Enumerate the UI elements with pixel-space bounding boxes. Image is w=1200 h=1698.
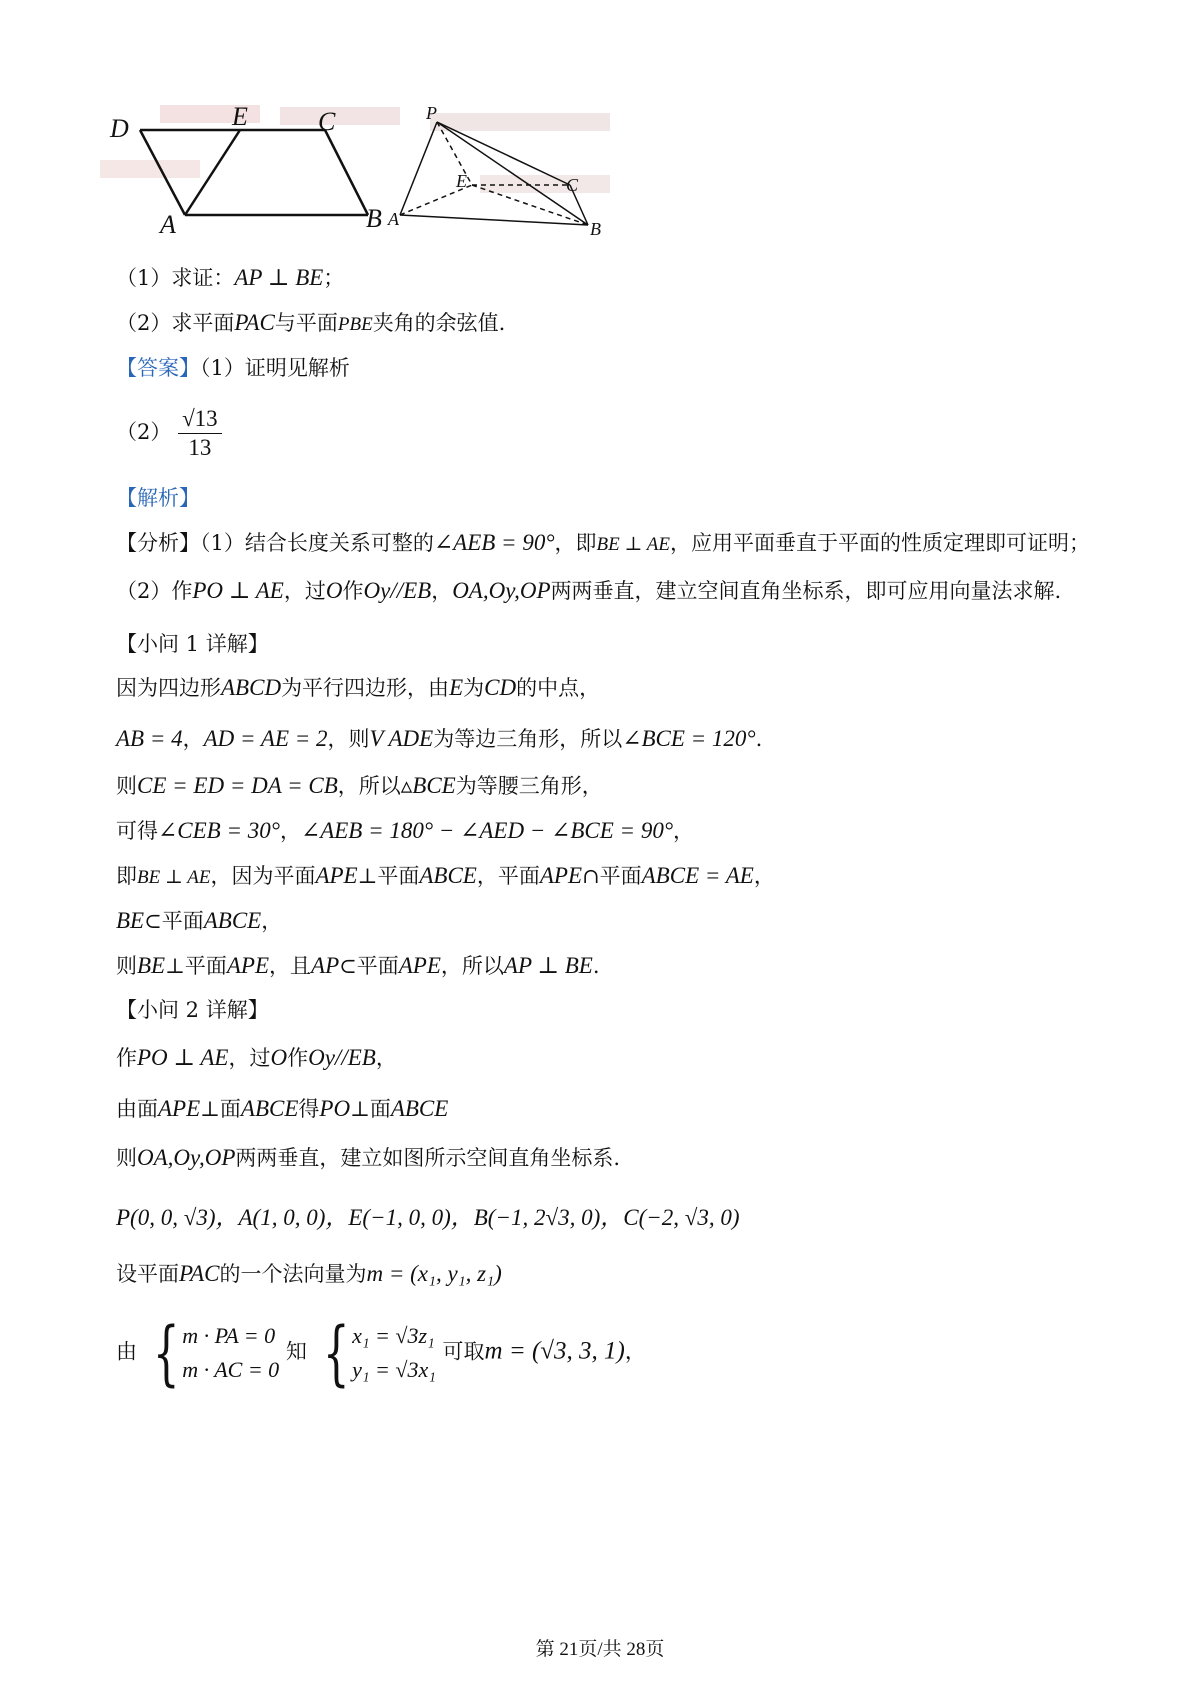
page-footer: 第 21页/共 28页 bbox=[535, 1639, 665, 1660]
system-2: { x₁ = √3z₁ y₁ = √3x₁ bbox=[322, 1312, 436, 1394]
t3-line: 则OA,Oy,OP两两垂直，建立如图所示空间直角坐标系. bbox=[116, 1145, 621, 1170]
label-E2: E bbox=[456, 171, 467, 191]
s2-line: AB = 4，AD = AE = 2，则V ADE为等边三角形，所以∠BCE = 120°. bbox=[116, 726, 763, 751]
s4-line: 可得∠CEB = 30°，∠AEB = 180° − ∠AED − ∠BCE = 90°， bbox=[116, 818, 695, 843]
system-1: { m · PA = 0 m · AC = 0 bbox=[152, 1312, 280, 1394]
label-C2: C bbox=[566, 175, 579, 195]
pyramid-PABCE bbox=[400, 122, 588, 225]
answer-tag: 【答案】 bbox=[116, 356, 200, 380]
label-C: C bbox=[318, 107, 336, 136]
coords-line: P(0, 0, √3)，A(1, 0, 0)，E(−1, 0, 0)，B(−1, 2√3, 0)，C(−2, √3, 0) bbox=[116, 1205, 740, 1230]
answer-line-2: （2） $\frac{√13}{13}$ bbox=[116, 405, 222, 462]
geometry-figure bbox=[100, 85, 620, 245]
analysis-tag: 【解析】 bbox=[116, 486, 200, 510]
t1-line: 作PO ⊥ AE，过O作Oy//EB， bbox=[116, 1045, 397, 1070]
t6-line: 由 { m · PA = 0 m · AC = 0 知 { x₁ = √3z₁ y₁ = √3x₁ 可取m = (√3, 3, 1)， bbox=[116, 1312, 646, 1394]
answer-fraction: $\frac{√13}{13}$ bbox=[178, 405, 222, 462]
s3-line: 则CE = ED = DA = CB，所以▵BCE为等腰三角形， bbox=[116, 773, 603, 798]
s7-line: 则BE⊥平面APE，且AP⊂平面APE，所以AP ⊥ BE. bbox=[116, 953, 600, 978]
label-B2: B bbox=[590, 219, 601, 239]
label-A2: A bbox=[388, 209, 399, 229]
s5-line: 即BE ⊥ AE，因为平面APE⊥平面ABCE，平面APE∩平面ABCE = AE， bbox=[116, 863, 775, 888]
sub2-tag: 【小问 2 详解】 bbox=[116, 998, 269, 1022]
question-1: （1）求证：AP ⊥ BE； bbox=[116, 265, 345, 290]
answer-line-1: 【答案】（1）证明见解析 bbox=[116, 356, 350, 380]
question-2: （2）求平面PAC与平面PBE夹角的余弦值. bbox=[116, 310, 506, 335]
label-E: E bbox=[232, 102, 248, 131]
s1-line: 因为四边形ABCD为平行四边形，由E为CD的中点， bbox=[116, 675, 601, 700]
s6-line: BE⊂平面ABCE， bbox=[116, 908, 283, 933]
sub1-tag: 【小问 1 详解】 bbox=[116, 632, 269, 656]
label-B: B bbox=[366, 204, 382, 233]
fenxi-line: 【分析】（1）结合长度关系可整的∠AEB = 90°，即BE ⊥ AE，应用平面垂直于平面的性质定理即可证明； bbox=[116, 530, 1090, 555]
t5-line: 设平面PAC的一个法向量为m = (x₁, y₁, z₁) bbox=[116, 1261, 502, 1286]
label-P: P bbox=[426, 103, 437, 123]
t2-line: 由面APE⊥面ABCE得PO⊥面ABCE bbox=[116, 1096, 449, 1121]
fenxi-line-2: （2）作PO ⊥ AE，过O作Oy//EB，OA,Oy,OP两两垂直，建立空间直角坐标系，即可应用向量法求解. bbox=[116, 578, 1062, 603]
label-D: D bbox=[110, 114, 129, 143]
label-A: A bbox=[160, 210, 176, 239]
